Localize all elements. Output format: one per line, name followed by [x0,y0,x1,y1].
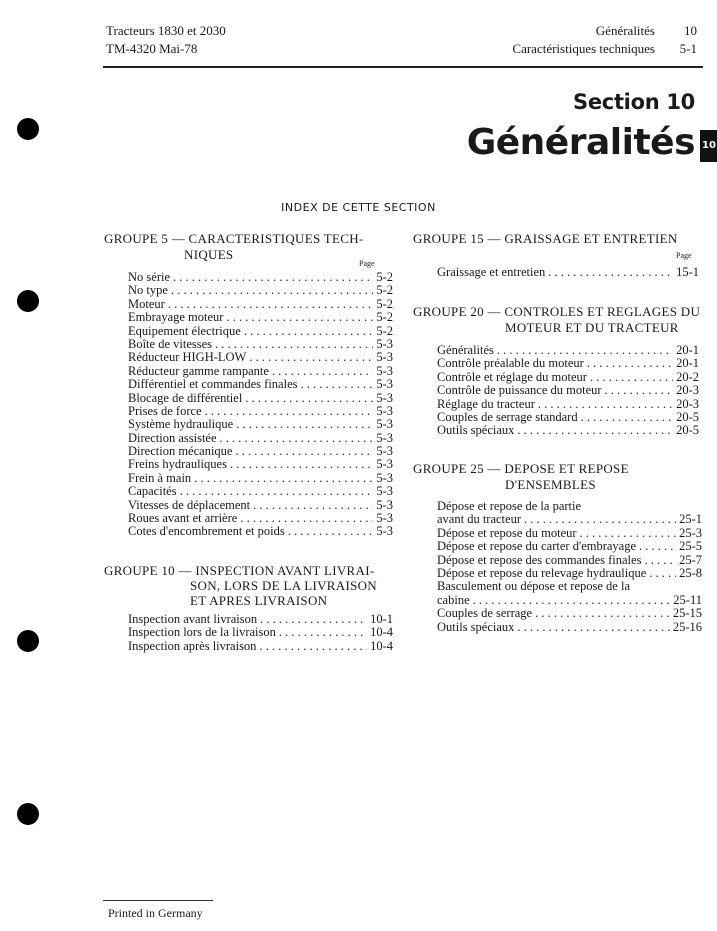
index-entry-label: Réglage du tracteur [437,396,535,411]
index-entry [128,613,393,626]
index-entry [128,298,393,311]
index-entry-label: cabine [437,592,470,607]
index-entry [128,284,393,297]
index-entry [437,580,702,593]
index-entry-label: Contrôle de puissance du moteur [437,383,602,398]
leader-dots [244,325,374,338]
index-entry-page: 25-3 [679,525,702,540]
leader-dots [535,607,670,620]
leader-dots [173,271,373,284]
index-entry-page: 25-1 [679,512,702,527]
index-entry [437,357,699,370]
leader-dots [180,485,374,498]
group-25-list [437,500,702,634]
leader-dots [226,311,373,324]
index-entry-label: Généralités [437,343,494,357]
index-entry-page: 20-3 [676,383,699,398]
index-entry-page: 5-3 [376,444,393,459]
leader-dots [259,640,367,653]
index-entry [437,607,702,620]
index-entry-label: Embrayage moteur [128,310,224,325]
index-entry [128,499,393,512]
index-entry-label: Cotes d'encombrement et poids [128,524,285,539]
leader-dots [581,411,674,424]
leader-dots [230,458,373,471]
index-entry-label: Graissage et entretien [437,265,546,279]
index-entry-page: 10-4 [370,638,393,653]
leader-dots [249,351,373,364]
binder-hole [17,118,39,140]
index-entry-label: Freins hydrauliques [128,457,227,472]
index-entry-page: 5-3 [376,511,393,526]
index-entry-page: 5-2 [376,310,393,325]
group-10-list [128,613,393,653]
index-entry-page: 5-2 [376,270,393,284]
index-entry-label: Système hydraulique [128,417,234,432]
header-right-title2: Caractéristiques techniques [512,41,655,56]
index-entry-label: Couples de serrage [437,606,533,621]
index-entry-page: 25-8 [679,565,702,580]
index-entry-page: 20-5 [676,409,699,424]
leader-dots [220,432,374,445]
index-entry-label: Contrôle préalable du moteur [437,356,584,371]
index-entry-label: avant du tracteur [437,512,521,527]
index-entry-label: Outils spéciaux [437,423,515,438]
index-entry [128,626,393,639]
leader-dots [524,513,676,526]
index-entry-label: Vitesses de déplacement [128,497,251,512]
index-entry-label: Equipement électrique [128,323,241,338]
leader-dots [279,626,367,639]
index-entry-page: 5-3 [376,363,393,378]
index-entry-page: 25-15 [672,606,702,621]
index-entry-page: 5-2 [376,296,393,311]
leader-dots [517,424,673,437]
index-entry-page: 5-3 [376,403,393,418]
binder-hole [17,630,39,652]
leader-dots [590,371,673,384]
leader-dots [649,567,676,580]
index-entry [128,405,393,418]
leader-dots [497,344,673,357]
leader-dots [473,594,671,607]
index-entry-page: 25-16 [672,619,702,634]
leader-dots [194,472,373,485]
header-right-num1: 10 [684,23,697,38]
index-entry [128,271,393,284]
group-15-list [437,266,699,279]
leader-dots [236,418,373,431]
index-entry [128,378,393,391]
footer-rule [103,900,213,901]
index-entry-label: Dépose et repose de la partie [437,499,582,513]
index-entry-page: 25-11 [673,592,702,607]
page-column-label: Page [676,251,692,260]
index-entry [128,432,393,445]
binder-hole [17,803,39,825]
leader-dots [253,499,373,512]
index-entry [128,512,393,525]
index-entry [128,418,393,431]
index-entry [437,398,699,411]
group-title: GROUPE 15 — GRAISSAGE ET ENTRETIEN [413,231,678,246]
leader-dots [288,525,374,538]
index-entry-label: Dépose et repose du moteur [437,525,577,540]
leader-dots [245,392,373,405]
index-entry [128,485,393,498]
group-title: GROUPE 20 — CONTROLES ET REGLAGES DU MOTEUR ET DU TRACTEUR [413,304,701,335]
index-entry-label: Direction assistée [128,430,217,445]
header-right-title1: Généralités [595,23,655,38]
footer-note: Printed in Germany [108,906,203,920]
index-entry [437,594,702,607]
leader-dots [538,398,673,411]
index-entry-label: Roues avant et arrière [128,511,238,526]
group-5-list [128,271,393,539]
index-entry-page: 15-1 [676,265,699,279]
index-entry-label: Dépose et repose du relevage hydraulique [437,565,647,580]
section-title: Généralités [466,122,695,163]
index-entry [437,384,699,397]
index-entry-label: Prises de force [128,403,202,418]
leader-dots [639,540,676,553]
index-entry [437,500,702,513]
index-entry-page: 5-3 [376,390,393,405]
index-entry [128,445,393,458]
index-entry [128,311,393,324]
index-entry-label: Direction mécanique [128,444,233,459]
index-entry [128,365,393,378]
index-entry-label: Basculement ou dépose et repose de la [437,579,630,594]
index-entry [437,513,702,526]
index-entry-label: Boîte de vitesses [128,336,213,351]
leader-dots [240,512,373,525]
header-left-line2: TM-4320 Mai-78 [106,41,198,56]
leader-dots [644,554,676,567]
index-entry-page: 20-2 [676,369,699,384]
index-entry-label: Différentiel et commandes finales [128,377,298,392]
leader-dots [301,378,374,391]
binder-hole [17,290,39,312]
index-entry-page: 10-1 [370,612,393,626]
index-entry [128,351,393,364]
leader-dots [272,365,373,378]
group-title: GROUPE 5 — CARACTERISTIQUES TECH- NIQUES [104,231,364,262]
index-entry-page: 5-2 [376,323,393,338]
leader-dots [605,384,674,397]
index-entry-page: 5-3 [376,457,393,472]
group-title: GROUPE 25 — DEPOSE ET REPOSE D'ENSEMBLES [413,461,629,492]
index-entry-label: Inspection avant livraison [128,612,258,626]
index-entry [437,344,699,357]
section-label: Section 10 [573,90,695,114]
leader-dots [260,613,367,626]
index-entry-page: 5-3 [376,350,393,365]
leader-dots [215,338,373,351]
leader-dots [168,298,374,311]
index-entry-page: 5-3 [376,417,393,432]
index-entry-label: No série [128,270,170,284]
index-entry [128,458,393,471]
index-entry-page: 5-3 [376,524,393,539]
header-right-num2: 5-1 [679,41,697,56]
leader-dots [580,527,677,540]
index-entry-label: Capacités [128,484,177,499]
header-left-line1: Tracteurs 1830 et 2030 [106,23,226,38]
index-entry-page: 20-5 [676,423,699,438]
index-entry [437,424,699,437]
thumb-tab: 10 [700,130,717,162]
index-entry-page: 25-5 [679,539,702,554]
index-entry-label: Réducteur HIGH-LOW [128,350,247,365]
index-entry [128,392,393,405]
index-title: INDEX DE CETTE SECTION [281,201,436,214]
index-entry-page: 25-7 [679,552,702,567]
index-entry-page: 5-3 [376,336,393,351]
index-entry [437,621,702,634]
index-entry-label: Contrôle et réglage du moteur [437,369,587,384]
index-entry-label: Frein à main [128,470,192,485]
index-entry-page: 5-3 [376,497,393,512]
index-entry [437,540,702,553]
index-entry-label: Outils spéciaux [437,619,515,634]
index-entry [437,371,699,384]
index-entry-label: Réducteur gamme rampante [128,363,269,378]
index-entry-label: Moteur [128,296,165,311]
group-20-list [437,344,699,438]
leader-dots [548,266,673,279]
index-entry [128,325,393,338]
leader-dots [235,445,373,458]
leader-dots [587,357,673,370]
index-entry-page: 20-3 [676,396,699,411]
index-entry [437,527,702,540]
index-entry-page: 5-3 [376,484,393,499]
index-entry-page: 5-2 [376,283,393,298]
page-column-label: Page [359,259,375,268]
index-entry-page: 10-4 [370,625,393,640]
index-entry-label: No type [128,283,168,298]
leader-dots [517,621,669,634]
index-entry-page: 5-3 [376,377,393,392]
index-entry [437,411,699,424]
header-rule [103,66,703,68]
index-entry [128,525,393,538]
index-entry [128,338,393,351]
index-entry [437,554,702,567]
index-entry-label: Couples de serrage standard [437,409,578,424]
group-title: GROUPE 10 — INSPECTION AVANT LIVRAI- SON, LORS DE LA LIVRAISON ET APRES LIVRAISON [104,563,377,608]
index-entry-page: 5-3 [376,470,393,485]
index-entry-label: Blocage de différentiel [128,390,243,405]
index-entry [128,640,393,653]
index-entry-page: 20-1 [676,356,699,371]
index-entry [437,266,699,279]
index-entry-page: 5-3 [376,430,393,445]
index-entry [128,472,393,485]
index-entry-page: 20-1 [676,343,699,357]
leader-dots [171,284,373,297]
index-entry-label: Inspection après livraison [128,638,257,653]
index-entry [437,567,702,580]
index-entry-label: Dépose et repose du carter d'embrayage [437,539,637,554]
leader-dots [205,405,374,418]
index-entry-label: Inspection lors de la livraison [128,625,276,640]
index-entry-label: Dépose et repose des commandes finales [437,552,642,567]
